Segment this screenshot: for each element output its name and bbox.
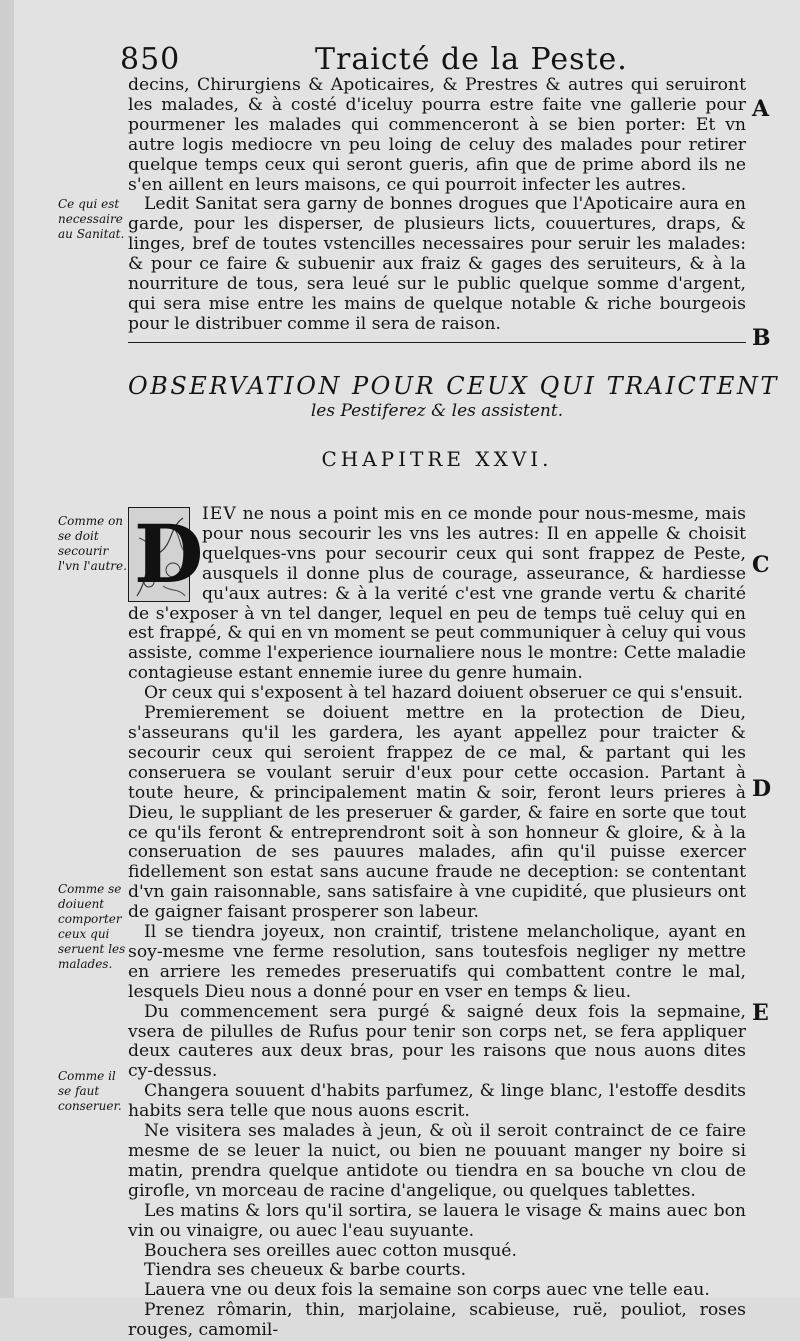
paragraph-prenez: Prenez rômarin, thin, marjolaine, scabieuse, ruë, pouliot, roses rouges, camomil-	[128, 1300, 746, 1341]
margin-note-conseruer: Comme il se faut conseruer.	[58, 1069, 122, 1113]
section-two	[128, 505, 746, 1341]
margin-note-secourir: Comme on se doit secourir l'vn l'autre.	[58, 514, 127, 573]
paragraph-premierement: Premierement se doiuent mettre en la protection de Dieu, s'asseurans qu'il les gardera, les ayant appellez pour traicter & secourir ceux qui seroient frappez de ce mal, & partant qui les conseruera se voulant seruir d'eux pour cette occasion. Partant à toute heure, & principalement matin & soir, feront leurs prieres à Dieu, le suppliant de les preseruer & garder, & faire en sorte que tout ce qu'ils feront & entreprendront soit à son honneur & gloire, & à la conseruation de ses pauures malades, afin qu'il puisse exercer fidellement son estat sans aucune fraude ne deception: se contentant d'vn gain raisonnable, sans satisfaire à vne cupidité, que plusieurs ont de gaigner faisant prosperer son labeur.	[128, 703, 746, 923]
paragraph-jeun: Ne visitera ses malades à jeun, & où il seroit contrainct de ce faire mesme de se leuer la nuict, ou bien ne pouuant manger ny boire si matin, prendra quelque antidote ou tiendra en sa bouche vn clou de girofle, vn morceau de racine d'angelique, ou quelques tablettes.	[128, 1121, 746, 1201]
paragraph-cheueux: Tiendra ses cheueux & barbe courts.	[144, 1260, 467, 1281]
paragraph-purge: Du commencement sera purgé & saigné deux fois la sepmaine, vsera de pilulles de Rufus pour tenir son corps net, se fera appliquer deux cauteres aux deux bras, pour les raisons que nous auons dites cy-dessus.	[128, 1001, 746, 1082]
observation-heading: OBSERVATION POUR CEUX QUI TRAICTENT	[128, 372, 779, 400]
observation-subheading: les Pestiferez & les assistent.	[310, 401, 564, 421]
margin-note-sanitat: Ce qui est necessaire au Sanitat.	[58, 197, 125, 241]
running-title: Traicté de la Peste.	[315, 42, 628, 77]
page-number: 850	[120, 42, 181, 77]
margin-note-comporter: Comme se doiuent comporter ceux qui seruent les malades.	[58, 882, 126, 971]
paragraph-habits: Changera souuent d'habits parfumez, & linge blanc, l'estoffe desdits habits sera telle que nous auons escrit.	[128, 1081, 746, 1122]
margin-letter-c: C	[752, 552, 770, 578]
paragraph-lauera: Lauera vne ou deux fois la semaine son corps auec vne telle eau.	[144, 1280, 710, 1301]
paragraph-oreilles: Bouchera ses oreilles auec cotton musqué.	[144, 1240, 517, 1261]
margin-letter-b: B	[752, 325, 771, 351]
section-one	[128, 76, 746, 335]
paragraph-opening	[128, 505, 746, 684]
margin-letter-d: D	[752, 776, 772, 802]
dropcap-ornament	[128, 507, 204, 602]
paragraph-joyeux: Il se tiendra joyeux, non craintif, tristene melancholique, ayant en soy-mesme vne ferme resolution, sans toutesfois negliger ny mettre en arriere les remedes preseruatifs qui combattent contre le mal, lesquels Dieu nous a donné pour en vser en temps & lieu.	[128, 922, 746, 1002]
paragraph-or-ceux: Or ceux qui s'exposent à tel hazard doiuent obseruer ce qui s'ensuit.	[144, 683, 743, 704]
section-divider	[128, 342, 746, 343]
paragraph-continuation: decins, Chirurgiens & Apoticaires, & Prestres & autres qui seruiront les malades, & à costé d'iceluy pourra estre faite vne gallerie pour pourmener les malades qui commenceront à se bien porter: Et vn autre logis mediocre vn peu loing de celuy des malades pour retirer quelque temps ceux qui seront gueris, afin que de prime abord ils ne s'en aillent en leurs maisons, ce qui pourroit infecter les autres.	[128, 75, 746, 195]
dropcap-letter: D	[134, 507, 204, 601]
page-gutter-shadow	[0, 0, 14, 1298]
margin-letter-e: E	[752, 1000, 769, 1026]
opening-text: ne nous a point mis en ce monde pour nous-mesme, mais pour nous secourir les vns les autres: Il en appelle & choisit quelques-vns pour secourir ceux qui sont frappez de Peste, ausquels il donne plus de courage, asseurance, & hardiesse qu'aux autres: & à la verité c'est vne grande vertu & charité de s'exposer à vn tel danger, lequel en peu de temps tuë celuy qui en est frappé, & qui en vn moment se peut communiquer à celuy qui vous assiste, comme l'experience iournaliere nous le montre: Cette maladie contagieuse estant ennemie iuree du genre humain.	[128, 504, 747, 684]
paragraph-matins: Les matins & lors qu'il sortira, se lauera le visage & mains auec bon vin ou vinaigre, ou auec l'eau suyuante.	[128, 1200, 746, 1241]
opening-caps: IEV	[202, 504, 237, 524]
margin-letter-a: A	[752, 96, 770, 122]
chapter-heading: CHAPITRE XXVI.	[321, 447, 553, 471]
paragraph-sanitat: Ledit Sanitat sera garny de bonnes drogues que l'Apoticaire aura en garde, pour les disperser, de plusieurs licts, couuertures, draps, & linges, bref de toutes vstencilles necessaires pour seruir les malades: & pour ce faire & subuenir aux fraiz & gages des seruiteurs, & à la nourriture de tous, sera leué sur le public quelque somme d'argent, qui sera mise entre les mains de quelque notable & riche bourgeois pour le distribuer comme il sera de raison.	[128, 194, 746, 334]
